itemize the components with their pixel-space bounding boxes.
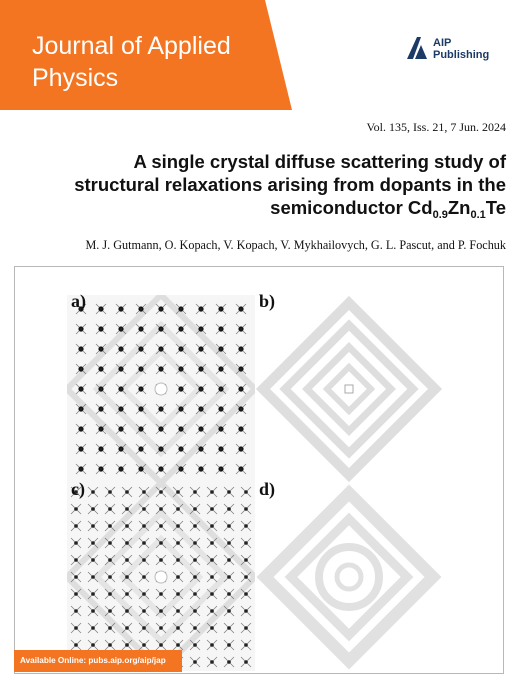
article-title-line1: A single crystal diffuse scattering study of: [133, 151, 506, 172]
title-prefix: semiconductor Cd: [270, 197, 433, 218]
publisher-name: [433, 37, 489, 61]
issue-info: Vol. 135, Iss. 21, 7 Jun. 2024: [366, 120, 506, 134]
title-suffix: Te: [485, 197, 506, 218]
article-title-line2: structural relaxations arising from dopants in the: [74, 174, 506, 195]
panel-label-a: a): [71, 291, 86, 311]
article-title[interactable]: [36, 150, 506, 219]
figure-panel-c: [67, 479, 255, 671]
aip-logo-icon: [405, 35, 429, 61]
author-list: M. J. Gutmann, O. Kopach, V. Kopach, V. Mykhailovych, G. L. Pascut, and P. Fochuk: [85, 238, 506, 252]
article-title-line3: [36, 196, 506, 219]
diffuse-scattering-map-c: [67, 483, 255, 671]
cover-figure: [14, 266, 504, 674]
figure-panel-d: [255, 479, 443, 671]
figure-panel-a: [67, 291, 255, 483]
publisher-name-line2: Publishing: [433, 49, 490, 61]
publisher-logo[interactable]: [405, 35, 515, 65]
title-subscript-zn: 0.1: [470, 209, 486, 221]
journal-title: Journal of Applied Physics: [32, 32, 231, 92]
figure-panel-b: [255, 291, 443, 483]
diffuse-scattering-map-a: [67, 295, 255, 483]
title-zn: Zn: [447, 197, 471, 218]
diffuse-scattering-map-d: [255, 483, 443, 671]
diffuse-scattering-map-b: [255, 295, 443, 483]
title-subscript-cd: 0.9: [432, 209, 448, 221]
publisher-name-line1: AIP: [433, 37, 452, 49]
panel-label-d: d): [259, 479, 276, 499]
available-online-link[interactable]: Available Online: pubs.aip.org/aip/jap: [14, 650, 182, 672]
panel-label-b: b): [259, 291, 276, 311]
panel-label-c: c): [71, 479, 85, 499]
